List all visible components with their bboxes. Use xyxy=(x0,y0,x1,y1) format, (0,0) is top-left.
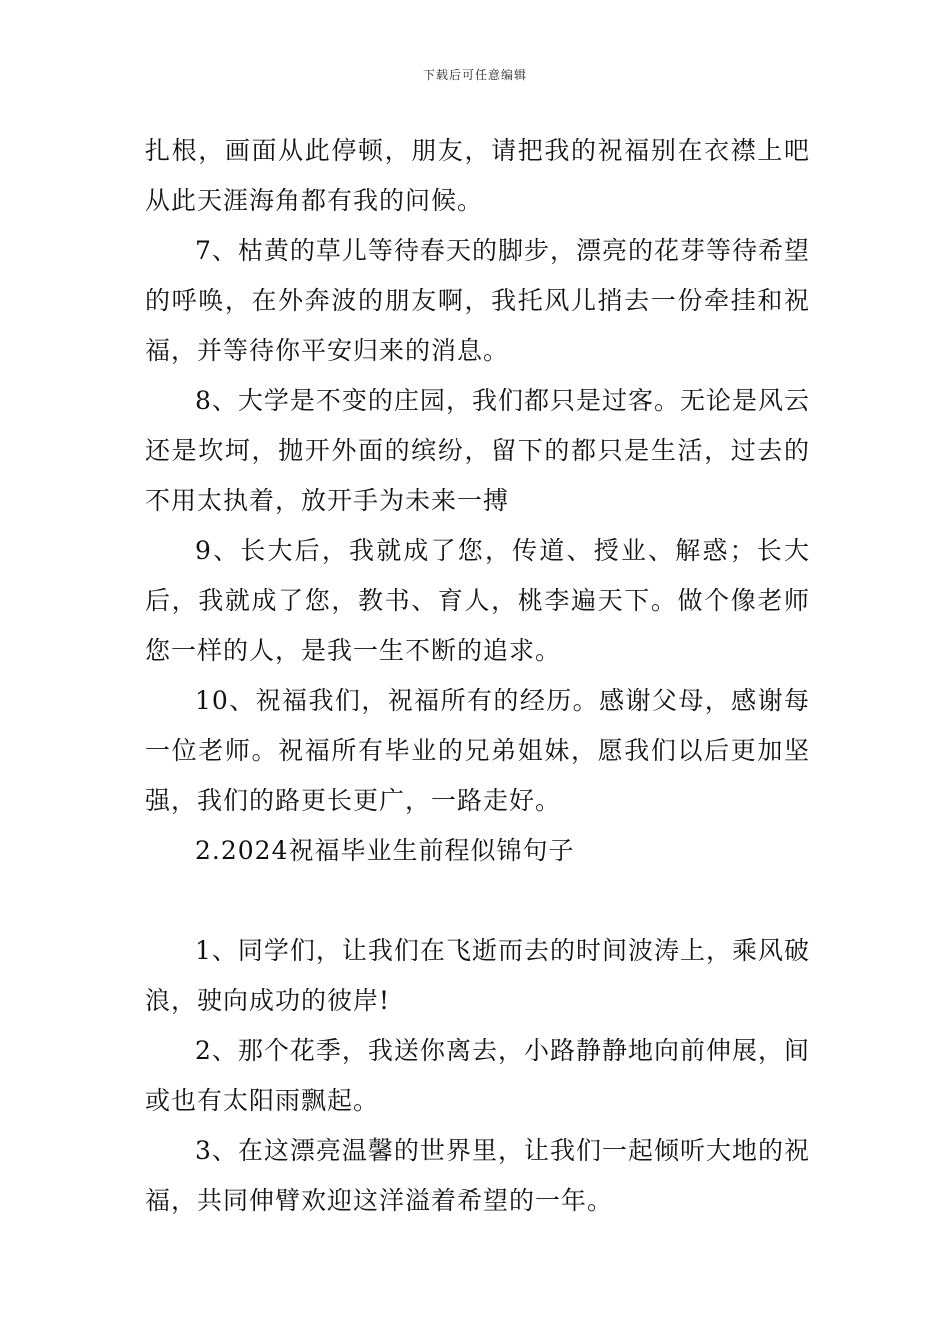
blank-line xyxy=(145,876,810,926)
paragraph-item-3: 3、在这漂亮温馨的世界里，让我们一起倾听大地的祝福，共同伸臂欢迎这洋溢着希望的一年。 xyxy=(145,1136,810,1215)
page-header: 下载后可任意编辑 xyxy=(422,68,527,82)
paragraph-item-10: 10、祝福我们，祝福所有的经历。感谢父母，感谢每一位老师。祝福所有毕业的兄弟姐妹，愿我们以后更加坚强，我们的路更长更广，一路走好。 xyxy=(145,686,810,815)
paragraph-item-9: 9、长大后，我就成了您，传道、授业、解惑；长大后，我就成了您，教书、育人，桃李遍天下。做个像老师您一样的人，是我一生不断的追求。 xyxy=(145,536,810,665)
document-body xyxy=(145,126,810,1226)
section-title: 2.2024祝福毕业生前程似锦句子 xyxy=(195,836,575,865)
paragraph-item-2: 2、那个花季，我送你离去，小路静静地向前伸展，间或也有太阳雨飘起。 xyxy=(145,1036,810,1115)
paragraph-item-7: 7、枯黄的草儿等待春天的脚步，漂亮的花芽等待希望的呼唤，在外奔波的朋友啊，我托风儿捎去一份牵挂和祝福，并等待你平安归来的消息。 xyxy=(145,236,810,365)
paragraph-continued: 扎根，画面从此停顿，朋友，请把我的祝福别在衣襟上吧从此天涯海角都有我的问候。 xyxy=(145,136,810,215)
paragraph-item-8: 8、大学是不变的庄园，我们都只是过客。无论是风云还是坎坷，抛开外面的缤纷，留下的都只是生活，过去的不用太执着，放开手为未来一搏 xyxy=(145,386,810,515)
paragraph-item-1: 1、同学们，让我们在飞逝而去的时间波涛上，乘风破浪，驶向成功的彼岸! xyxy=(145,936,810,1015)
